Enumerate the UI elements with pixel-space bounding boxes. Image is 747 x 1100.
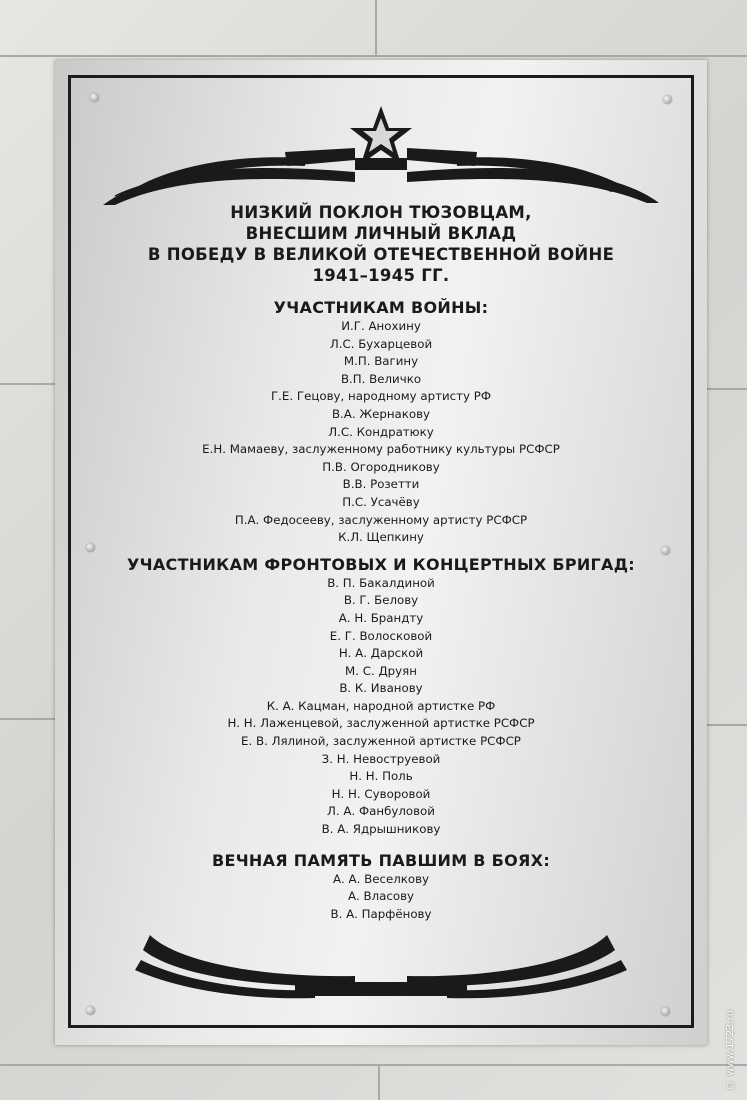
list-item: В.А. Жернакову — [331, 406, 431, 421]
tile-joint — [0, 383, 60, 385]
list-item: А. Власову — [347, 889, 415, 904]
list-item: К. А. Кацман, народной артистке РФ — [266, 698, 496, 713]
list-item: Л. А. Фанбуловой — [327, 804, 435, 819]
war-participants-list — [55, 318, 707, 547]
list-item: М.П. Вагину — [343, 354, 419, 369]
list-item: З. Н. Невоструевой — [321, 751, 441, 766]
plaque-text — [55, 200, 707, 923]
list-item: И.Г. Анохину — [341, 319, 421, 333]
list-item: В. А. Парфёнову — [330, 906, 432, 921]
dedication-heading — [55, 202, 707, 286]
tile-joint — [706, 388, 747, 390]
list-item: П.В. Огородникову — [322, 459, 440, 474]
list-item: П.С. Усачёву — [342, 494, 420, 509]
list-item: Г.Е. Гецову, народному артисту РФ — [270, 389, 491, 404]
list-item: П.А. Федосееву, заслуженному артисту РСФСР — [234, 512, 528, 527]
tile-joint — [0, 55, 747, 57]
tile-joint — [0, 1064, 747, 1066]
list-item: К.Л. Щепкину — [338, 530, 424, 545]
list-item: А. Н. Брандту — [338, 610, 424, 625]
list-item: Л.С. Кондратюку — [328, 424, 434, 439]
screw-icon — [661, 1007, 670, 1016]
heading-line: В ПОБЕДУ В ВЕЛИКОЙ ОТЕЧЕСТВЕННОЙ ВОЙНЕ — [147, 245, 615, 264]
ribbon-icon — [55, 920, 707, 1005]
heading-line: 1941–1945 ГГ. — [312, 266, 450, 285]
watermark-text: © www.1723.ru — [725, 1009, 736, 1090]
list-item: В.В. Розетти — [342, 477, 420, 492]
section-title-fallen: ВЕЧНАЯ ПАМЯТЬ ПАВШИМ В БОЯХ: — [211, 850, 551, 870]
section-title-war-participants: УЧАСТНИКАМ ВОЙНЫ: — [273, 298, 489, 317]
heading-line: ВНЕСШИМ ЛИЧНЫЙ ВКЛАД — [245, 224, 517, 243]
list-item: А. А. Веселкову — [332, 871, 430, 886]
tile-joint — [0, 718, 60, 720]
list-item: В. А. Ядрышникову — [321, 822, 441, 837]
list-item: Л.С. Бухарцевой — [329, 336, 433, 351]
screw-icon — [86, 1006, 95, 1015]
list-item: М. С. Друян — [345, 663, 417, 678]
front-brigades-list — [55, 575, 707, 839]
heading-line: НИЗКИЙ ПОКЛОН ТЮЗОВЦАМ, — [230, 203, 532, 222]
list-item: В. П. Бакалдиной — [327, 575, 435, 590]
star-ribbon-icon — [55, 100, 707, 205]
list-item: Н. А. Дарской — [338, 646, 424, 661]
fallen-list — [55, 871, 707, 924]
list-item: Н. Н. Лаженцевой, заслуженной артистке РСФСР — [227, 716, 535, 731]
memorial-plaque — [55, 60, 707, 1045]
list-item: Н. Н. Суворовой — [331, 786, 431, 801]
list-item: В. Г. Белову — [343, 593, 419, 608]
list-item: Е. Г. Волосковой — [329, 628, 433, 643]
list-item: Е.Н. Мамаеву, заслуженному работнику культуры РСФСР — [202, 442, 560, 457]
list-item: Н. Н. Поль — [349, 769, 413, 784]
list-item: В. К. Иванову — [339, 681, 423, 696]
tile-joint — [375, 0, 377, 56]
section-title-front-brigades: УЧАСТНИКАМ ФРОНТОВЫХ И КОНЦЕРТНЫХ БРИГАД: — [127, 554, 635, 574]
tile-joint — [706, 724, 747, 726]
tile-joint — [378, 1064, 380, 1100]
list-item: Е. В. Лялиной, заслуженной артистке РСФСР — [241, 734, 521, 749]
list-item: В.П. Величко — [340, 371, 422, 386]
